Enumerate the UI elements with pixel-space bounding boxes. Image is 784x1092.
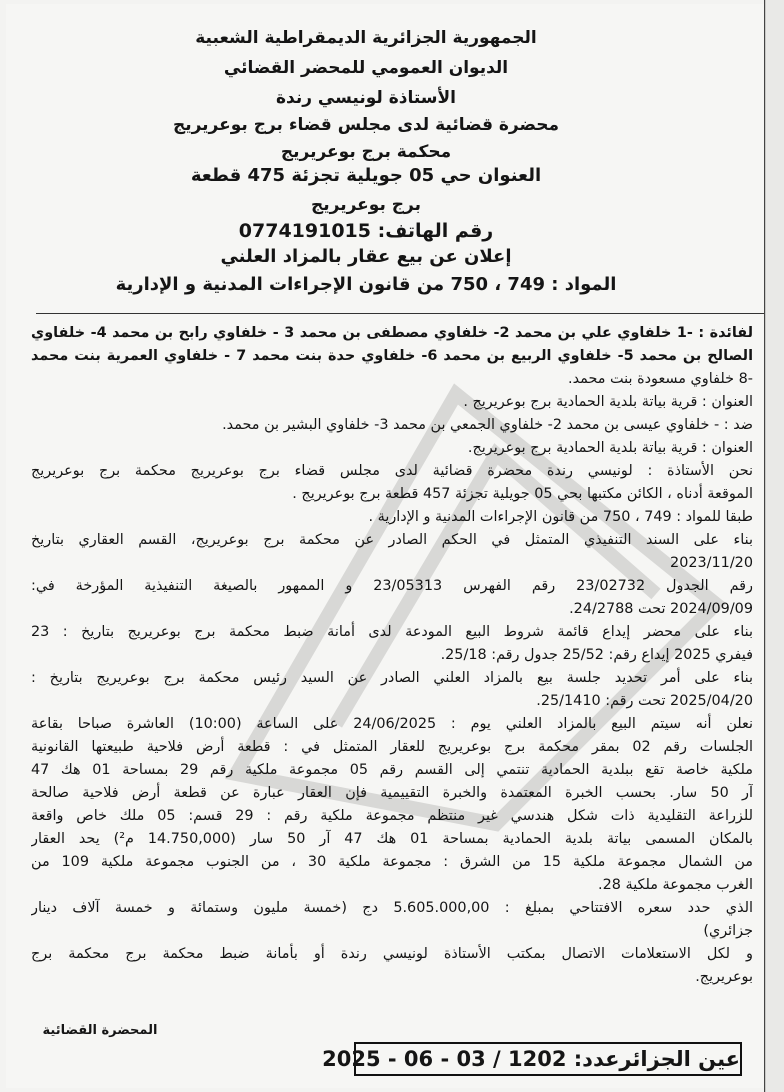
page-edge (765, 0, 784, 1092)
header-bailiff-name: الأستاذة لونيسي رندة (275, 88, 456, 108)
header-republic: الجمهورية الجزائرية الديمقراطية الشعبية (195, 28, 537, 48)
body-line: 2024/09/09 تحت 24/2788. (569, 601, 753, 617)
header-court-council: محضرة قضائية لدى مجلس قضاء برج بوعريريج (172, 115, 560, 135)
body-line: آر 50 سار. بحسب الخبرة المعتمدة والخبرة التقييمية فإن العقار عبارة عن قطعة أرض فلاحية صالحة (31, 785, 753, 801)
page-border-line (764, 0, 765, 1092)
header-city: برج بوعريريج (311, 195, 421, 215)
body-line: نحن الأستاذة : لونيسي رندة محضرة قضائية لدى مجلس قضاء برج بوعريريج محكمة برج بوعريريج (31, 463, 753, 479)
body-line: لفائدة : -1 خلفاوي علي بن محمد 2- خلفاوي مصطفى بن محمد 3 - خلفاوي رابح بن محمد 4- خلفاوي (31, 325, 753, 341)
header-office: الديوان العمومي للمحضر القضائي (223, 58, 509, 78)
body-line: -8 خلفاوي مسعودة بنت محمد. (568, 371, 753, 387)
body-line: بناء على أمر تحديد جلسة بيع بالمزاد العلني الصادر عن السيد رئيس محكمة برج بوعريريج بتاريخ : (31, 670, 753, 686)
body-line: فيفري 2025 إيداع رقم: 25/52 جدول رقم: 25/18. (440, 647, 753, 663)
body-line: الموقعة أدناه ، الكائن مكتبها بحي 05 جويلية تجزئة 457 قطعة برج بوعريريج . (292, 486, 753, 502)
header-address: العنوان حي 05 جويلية تجزئة 475 قطعة (190, 165, 542, 186)
body-line: 2025/04/20 تحت رقم: 25/1410. (536, 693, 753, 709)
bailiff-signature-label: المحضرة القضائية (42, 1023, 158, 1038)
publication-reference: عين الجزائرعدد: 1202 / 03 - 06 - 2025 (354, 1042, 742, 1076)
body-line: الجلسات رقم 02 بمقر محكمة برج بوعريريج للعقار المتمثل في : قطعة أرض فلاحية طبيعتها القانونية (31, 739, 753, 755)
body-line: و لكل الاستعلامات الاتصال بمكتب الأستاذة لونيسي رندة أو بأمانة ضبط محكمة برج محكمة برج (31, 946, 753, 962)
body-line: رقم الجدول 23/02732 رقم الفهرس 23/05313 و الممهور بالصيغة التنفيذية المؤرخة في: (31, 578, 753, 594)
header-legal-articles: المواد : 749 ، 750 من قانون الإجراءات المدنية و الإدارية (115, 274, 617, 295)
body-line: للزراعة التقليدية ذات شكل هندسي غير منتظم مجموعة ملكية رقم : 29 قسم: 05 ملك خاص واقعة (31, 808, 753, 824)
header-phone: رقم الهاتف: 0774191015 (238, 220, 494, 242)
body-line: العنوان : قرية بياتة بلدية الحمادية برج بوعريريج . (463, 394, 753, 410)
body-line: العنوان : قرية بياتة بلدية الحمادية برج بوعريريج. (467, 440, 753, 456)
body-line: بوعريريج. (695, 969, 753, 985)
body-line: الصالح بن محمد 5- خلفاوي الربيع بن محمد 6- خلفاوي حدة بنت محمد 7 - خلفاوي العمرية بنت محمد (31, 348, 753, 364)
body-line: ضد : - خلفاوي عيسى بن محمد 2- خلفاوي الجمعي بن محمد 3- خلفاوي البشير بن محمد. (222, 417, 753, 433)
body-line: من الشمال مجموعة ملكية 15 من الشرق : مجموعة ملكية 30 ، من الجنوب مجموعة ملكية 109 من (31, 854, 753, 870)
body-line: بالمكان المسمى بياتة بلدية الحمادية بمساحة 01 هك 47 آر 50 سار (14.750,000 م²) يحد العقار (31, 831, 753, 847)
header-divider (36, 313, 766, 314)
body-line: بناء على السند التنفيذي المتمثل في الحكم الصادر عن محكمة برج بوعريريج، القسم العقاري بتاريخ (31, 532, 753, 548)
body-line: الغرب مجموعة ملكية 28. (598, 877, 753, 893)
body-line: بناء على محضر إيداع قائمة شروط البيع المودعة لدى أمانة ضبط محكمة برج بوعريريج بتاريخ : 23 (31, 624, 753, 640)
header-court: محكمة برج بوعريريج (280, 142, 452, 162)
body-line: طبقا للمواد : 749 ، 750 من قانون الإجراءات المدنية و الإدارية . (368, 509, 753, 525)
body-line: الذي حدد سعره الافتتاحي بمبلغ : 5.605.000,00 دج (خمسة مليون وستمائة و خمسة آلاف دينار (31, 900, 753, 916)
body-line: نعلن أنه سيتم البيع بالمزاد العلني يوم : 24/06/2025 على الساعة (10:00) العاشرة صباحا بقاعة (31, 716, 753, 732)
body-line: جزائري) (703, 923, 753, 939)
header-notice-title: إعلان عن بيع عقار بالمزاد العلني (220, 246, 512, 267)
body-line: ملكية خاصة تقع ببلدية الحمادية تنتمي إلى القسم رقم 05 مجموعة ملكية رقم 29 بمساحة 01 هك 47 (31, 762, 753, 778)
document-page (6, 4, 764, 1088)
body-line: 2023/11/20 (670, 555, 753, 571)
